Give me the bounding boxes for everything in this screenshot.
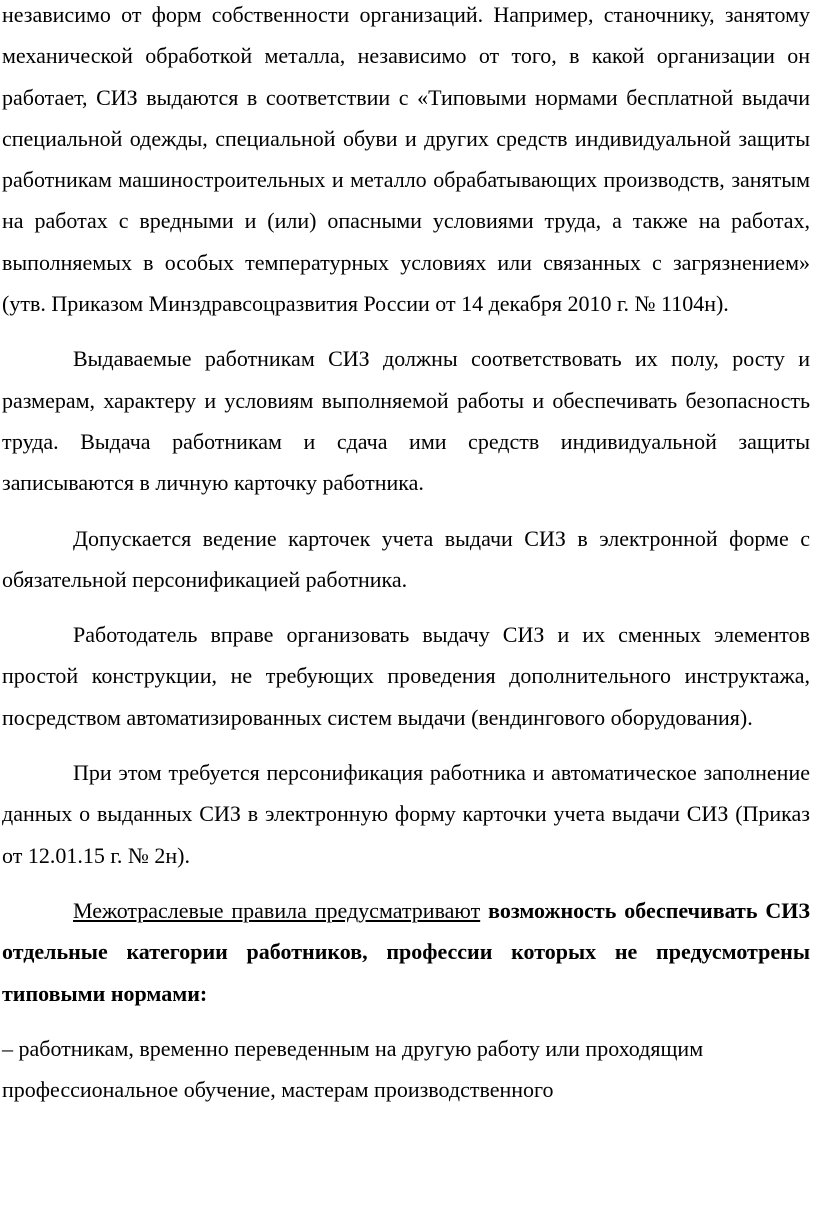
underlined-phrase: Межотраслевые правила предусматривают bbox=[73, 897, 481, 923]
paragraph-vending: Работодатель вправе организовать выдачу СИЗ и их сменных элементов простой конструкции, не требующих проведения дополнительного инструктажа, посредством автоматизированных систем выдачи (вендингового оборудования). bbox=[2, 622, 810, 730]
paragraph-electronic-cards: Допускается ведение карточек учета выдачи СИЗ в электронной форме с обязательной персонификацией работника. bbox=[2, 525, 810, 592]
bold-phrase: возможность обеспечивать СИЗ отдельные категории работников, профессии которых не предусмотрены типовыми нормами: bbox=[2, 897, 810, 1006]
paragraph-continuation: независимо от форм собственности организаций. Например, станочнику, занятому механической обработкой металла, независимо от того, в какой организации он работает, СИЗ выдаются в соответствии с «Типовыми нормами бесплатной выдачи специальной одежды, специальной обуви и других средств индивидуальной защиты работникам машиностроительных и металло обрабатывающих производств, занятым на работах с вредными и (или) опасными условиями труда, а также на работах, выполняемых в особых температурных условиях или связанных с загрязнением» (утв. Приказом Минздравсоцразвития России от 14 декабря 2010 г. № 1104н). bbox=[2, 2, 810, 317]
paragraph-intersectoral-rules bbox=[2, 890, 810, 1014]
paragraph-siz-requirements: Выдаваемые работникам СИЗ должны соответствовать их полу, росту и размерам, характеру и условиям выполняемой работы и обеспечивать безопасность труда. Выдача работникам и сдача ими средств индивидуальной защиты записываются в личную карточку работника. bbox=[2, 346, 810, 496]
paragraph-personification: При этом требуется персонификация работника и автоматическое заполнение данных о выданных СИЗ в электронную форму карточки учета выдачи СИЗ (Приказ от 12.01.15 г. № 2н). bbox=[2, 760, 810, 868]
list-item-temporary-workers: – работникам, временно переведенным на другую работу или проходящим профессиональное обучение, мастерам производственного bbox=[2, 1035, 704, 1103]
